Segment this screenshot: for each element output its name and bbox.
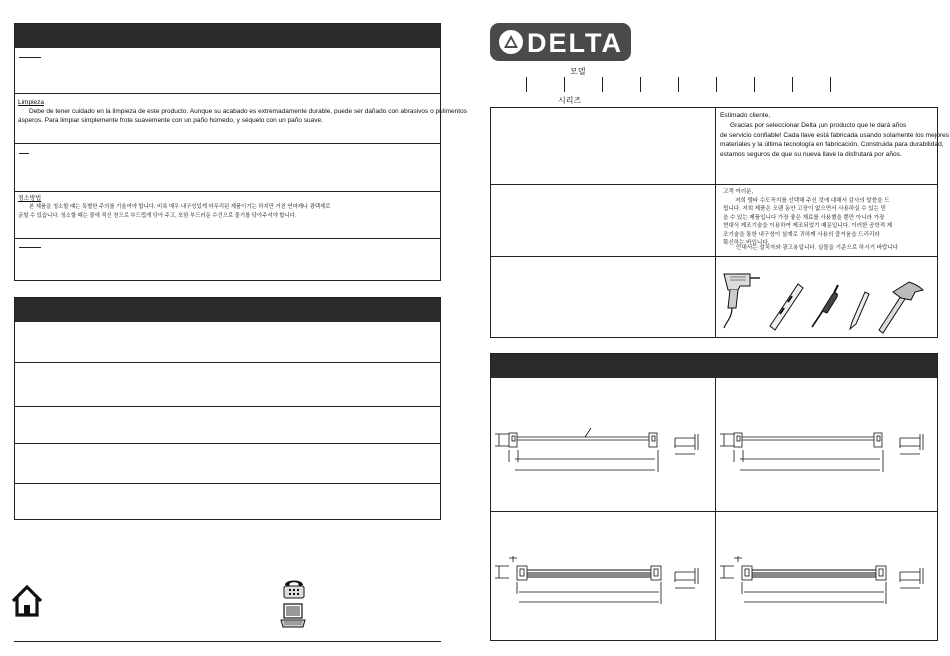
korean-greeting-line: 고객 여러분, [723,189,754,195]
spanish-greeting [720,111,949,160]
dimensions-panel-divider [715,378,716,640]
brand-wordmark: DELTA [527,28,623,58]
model-divider [640,77,641,92]
spanish-greeting-line: estamos seguros de que su nueva llave la disfrutará por años. [720,151,902,159]
drill-icon [720,268,762,332]
warranty-row-4 [15,483,440,484]
delta-logo [490,23,631,61]
care-row-blank [15,143,440,192]
warranty-panel-header [15,298,440,322]
korean-greeting-line: 저희 델타 수도꼭지를 선택해 주신 것에 대해서 감사의 말씀을 드 [735,197,890,204]
spanish-cleaning-text-2: ásperos. Para limpiar simplemente frote suavemente con un paño húmedo, y séquelo con un paño suave. [18,117,323,124]
greeting-table-divider [715,108,716,337]
delta-triangle-icon [498,29,524,55]
korean-greeting-line: 현대식 제조기술을 이용하여 제조되었기 때문입니다. 이러한 공학적 제 [723,223,893,229]
care-row-last [15,238,440,280]
korean-cleaning-text-2: 긁힐 수 있습니다. 청소할 때는 물에 적신 천으로 부드럽게 닦아 주고, 또한 부드러운 수건으로 물기를 닦아주셔야 합니다. [18,213,297,219]
towel-bar-diagram-double [495,556,710,612]
model-divider [678,77,679,92]
model-number-row [490,77,832,92]
section-rule-1 [19,57,41,58]
warranty-row-1 [15,362,440,363]
footer-rule [14,641,441,642]
spanish-greeting-line: materiales y la última tecnología en fabricación. Construida para durabilidad, [720,141,944,149]
korean-cleaning-heading: 청소방법 [18,196,42,202]
care-row-korean [15,191,440,239]
screwdriver-icon [808,281,842,331]
warranty-row-3 [15,443,440,444]
spanish-cleaning-text-1: Debe de tener cuidado en la limpieza de este producto. Aunque su acabado es extremadamente durable, puede ser dañado con abrasivos o pulimentos [29,108,467,115]
greeting-table [490,107,950,338]
model-label: 모델 [570,67,586,76]
home-icon [10,584,44,618]
korean-greeting-line: 확신하는 바입니다. [723,240,770,246]
level-icon [766,280,806,332]
warranty-row-2 [15,406,440,407]
model-divider [526,77,527,92]
pencil-icon [847,289,871,331]
model-divider [792,77,793,92]
model-divider [602,77,603,92]
care-panel-header [15,24,440,48]
model-divider [564,77,565,92]
spanish-greeting-line: Estimado cliente, [720,112,771,119]
care-panel [14,23,467,281]
warranty-panel [14,297,441,520]
greeting-row-tools [491,256,937,257]
towel-bar-diagram-single-alt [720,426,935,482]
greeting-row-korean [491,184,937,185]
korean-cleaning-text-1: 본 제품을 청소할 때는 특별한 주의를 기울여야 합니다. 비록 매우 내구성있게 마무리된 제품이기는 하지만 거친 연마제나 광택제로 [29,204,331,210]
hammer-icon [875,278,927,334]
towel-bar-diagram-double-alt [720,556,935,612]
spanish-greeting-line: de servicio confiable! Cada llave está fabricada usando solamente los mejores [720,131,950,139]
korean-greeting-line: 립니다. 저희 제품은 오랜 동안 고장이 없으면서 사용하실 수 있는 믿 [723,206,886,212]
model-divider [754,77,755,92]
section-rule-3 [19,247,41,248]
section-rule-2 [19,153,29,154]
korean-greeting-line: 조기술을 통한 내구성이 설계로 귀하께 사용의 즐거움을 드리리라 [723,231,880,238]
model-divider [830,77,831,92]
korean-note: 안내서는 설치자와 광고용입니다. 실물을 기준으로 하시기 바랍니다 [736,245,899,251]
series-label: 시리즈 [558,96,582,105]
towel-bar-diagram-single [495,426,710,482]
dimensions-panel [490,353,938,641]
care-row-spanish [15,93,467,144]
dimensions-panel-header [491,354,937,378]
korean-greeting-line: 을 수 있는 제품입니다 가장 좋은 재료를 사용했을 뿐만 아니라 가장 [723,214,885,221]
dimensions-row-divider [491,511,937,512]
model-divider [716,77,717,92]
spanish-greeting-line: Gracias por seleccionar Delta ¡un producto que le dará años [730,121,907,129]
spanish-cleaning-heading: Limpieza [18,99,45,106]
laptop-icon [280,603,306,628]
korean-greeting [723,188,892,248]
phone-icon [283,577,305,599]
